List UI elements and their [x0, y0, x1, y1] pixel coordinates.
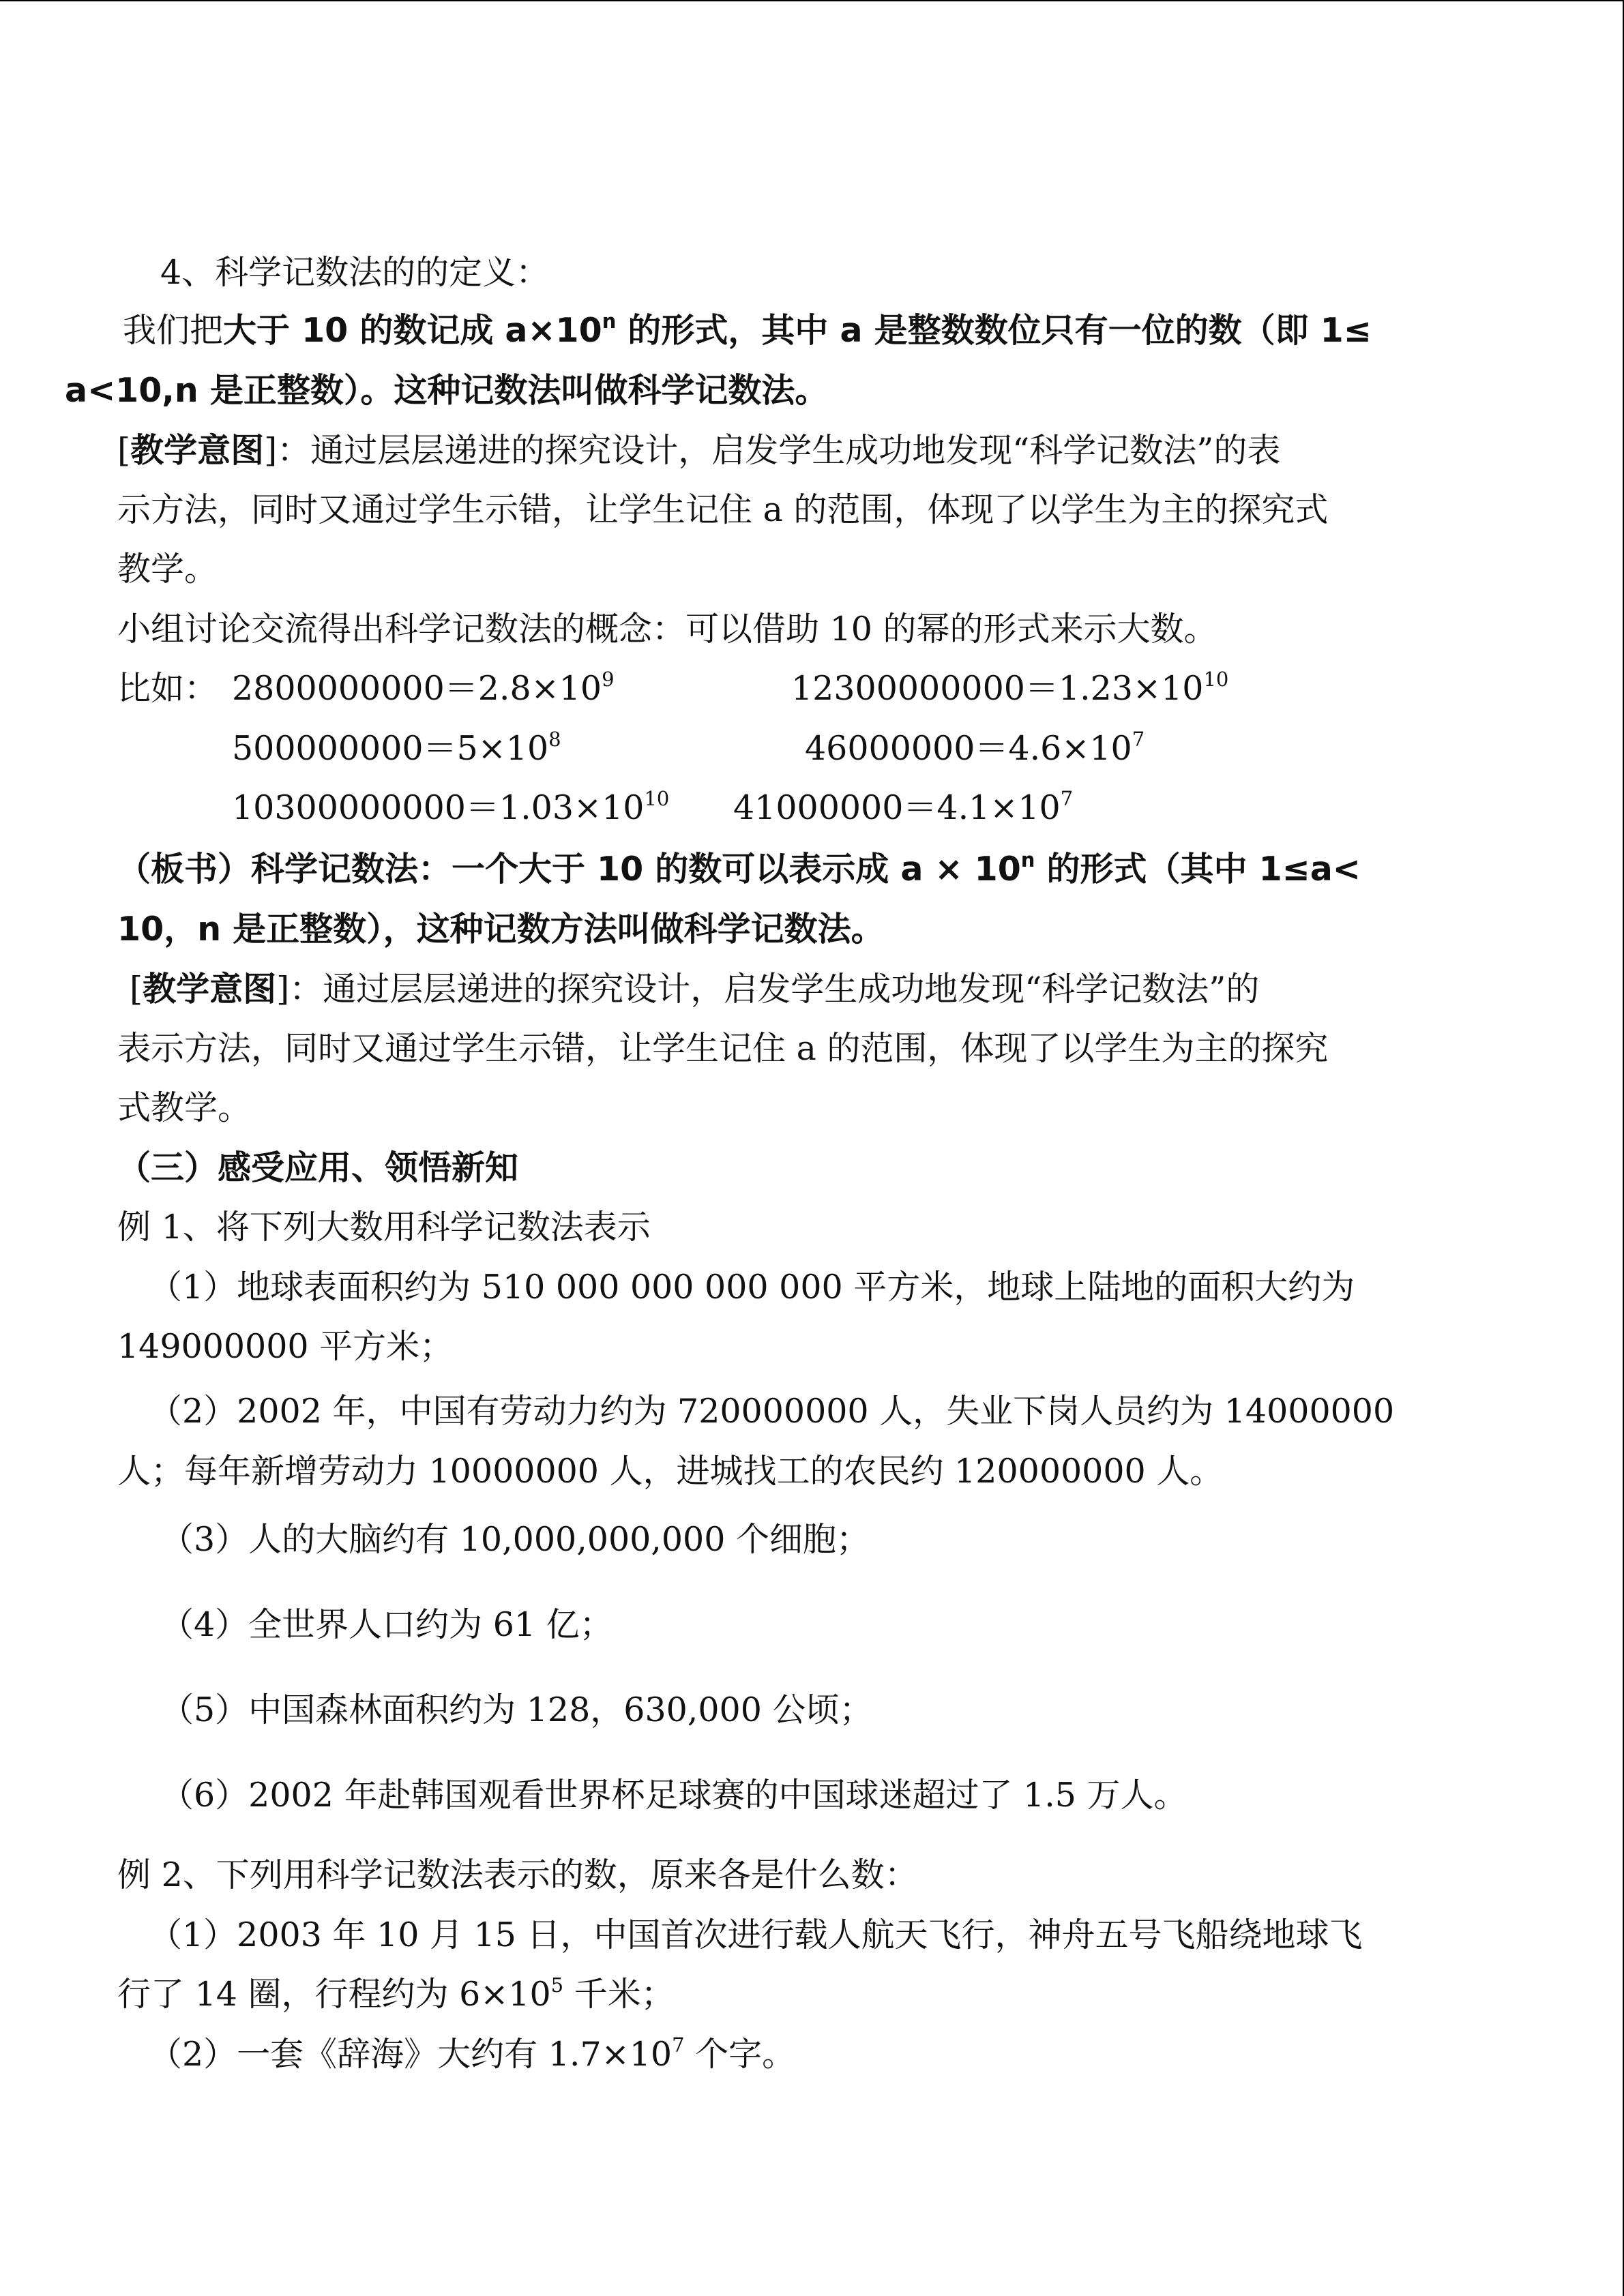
teaching-intent-1-line-1: [教学意图]：通过层层递进的探究设计，启发学生成功地发现“科学记数法”的表: [117, 430, 1281, 470]
example-2-title: 例 2、下列用科学记数法表示的数，原来各是什么数：: [117, 1855, 918, 1894]
page-border-top: [0, 0, 1624, 1]
example-1-item-6: （6）2002 年赴韩国观看世界杯足球赛的中国球迷超过了 1.5 万人。: [160, 1776, 1187, 1815]
example-2-item-2: （2）一套《辞海》大约有 $1.7\times 10^7$ 个字。: [149, 2033, 796, 2074]
example-1-item-1-line-1: （1）地球表面积约为 510 000 000 000 000 平方米，地球上陆地的面积大约为: [149, 1268, 1355, 1307]
example-1-item-2-line-2: 人；每年新增劳动力 10000000 人，进城找工的农民约 120000000 人。: [117, 1452, 1224, 1491]
teaching-intent-2-line-3: 式教学。: [117, 1088, 252, 1127]
example-1-title: 例 1、将下列大数用科学记数法表示: [117, 1208, 651, 1247]
example-3: $500000000=5\times 10^8$: [232, 728, 561, 768]
example-1: $2800000000=2.8\times 10^9$: [232, 668, 615, 708]
example-2-item-1-line-2: 行了 14 圈，行程约为 $6\times 10^5$ 千米；: [117, 1973, 675, 2014]
example-6: $41000000=4.1\times 10^7$: [733, 787, 1074, 827]
definition-line-2: a<10,n 是正整数）。这种记数法叫做科学记数法。: [65, 371, 829, 410]
teaching-intent-1-line-2: 示方法，同时又通过学生示错，让学生记住 a 的范围，体现了以学生为主的探究式: [117, 490, 1329, 529]
section-3-heading: （三）感受应用、领悟新知: [117, 1148, 519, 1187]
teaching-intent-1-line-3: 教学。: [117, 550, 218, 588]
teaching-intent-2-line-1: [教学意图]：通过层层递进的探究设计，启发学生成功地发现“科学记数法”的: [130, 969, 1260, 1009]
teaching-intent-2-line-2: 表示方法，同时又通过学生示错，让学生记住 a 的范围，体现了以学生为主的探究: [117, 1029, 1329, 1068]
example-1-item-1-line-2: 149000000 平方米；: [117, 1327, 454, 1366]
board-note-line-2: 10，n 是正整数），这种记数方法叫做科学记数法。: [117, 910, 885, 949]
example-lead: 比如：: [117, 669, 218, 708]
example-1-item-4: （4）全世界人口约为 61 亿；: [160, 1605, 613, 1644]
example-5: $10300000000=1.03\times 10^{10}$: [232, 787, 670, 827]
example-1-item-5: （5）中国森林面积约为 128，630,000 公顷；: [160, 1690, 873, 1729]
example-2-item-1-line-1: （1）2003 年 10 月 15 日，中国首次进行载人航天飞行，神舟五号飞船绕地球飞: [149, 1915, 1363, 1954]
definition-line-1: 我们把大于 10 的数记成 $a\times 10^n$ 的形式，其中 a 是整数数位只有一位的数（即 1≤: [123, 310, 1372, 350]
example-1-item-3: （3）人的大脑约有 10,000,000,000 个细胞；: [160, 1520, 870, 1559]
example-2: $12300000000=1.23\times 10^{10}$: [791, 668, 1229, 708]
group-discussion: 小组讨论交流得出科学记数法的概念：可以借助 10 的幂的形式来示大数。: [117, 610, 1217, 648]
heading-definition: 4、科学记数法的的定义：: [160, 253, 550, 292]
example-4: $46000000=4.6\times 10^7$: [805, 728, 1145, 768]
board-note-line-1: （板书）科学记数法：一个大于 10 的数可以表示成 $a \times 10^n$ 的形式（其中 1≤a<: [117, 848, 1361, 889]
example-1-item-2-line-1: （2）2002 年，中国有劳动力约为 720000000 人，失业下岗人员约为 14000000: [149, 1392, 1395, 1431]
